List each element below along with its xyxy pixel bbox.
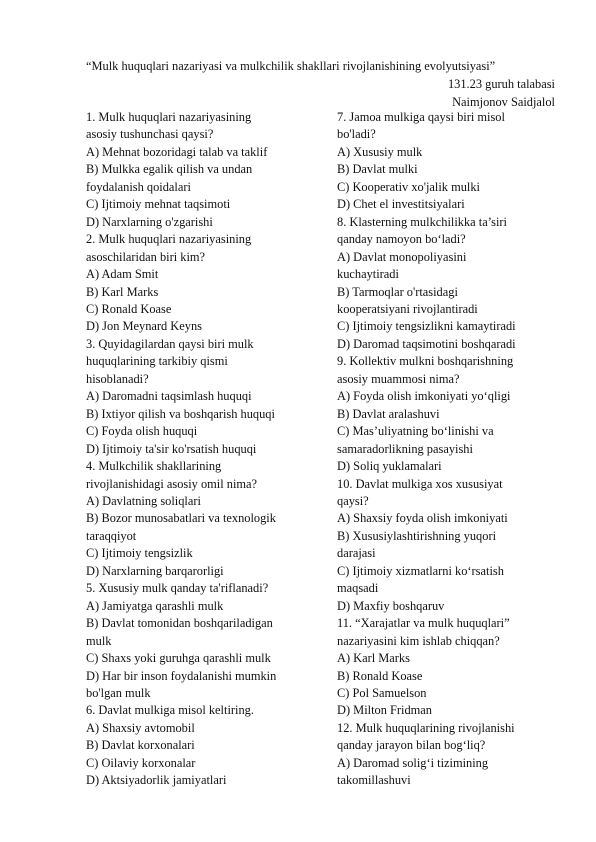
text-line: C) Kooperativ xo'jalik mulki bbox=[337, 179, 480, 194]
text-line: C) Ijtimoiy tengsizlikni kamaytiradi bbox=[337, 319, 516, 334]
text-line: darajasi bbox=[337, 546, 376, 561]
text-line: D) Narxlarning o'zgarishi bbox=[86, 214, 213, 229]
text-line: 3. Quyidagilardan qaysi biri mulk bbox=[86, 336, 254, 351]
text-line: qanday jarayon bilan bog‘liq? bbox=[337, 738, 486, 753]
text-line: 9. Kollektiv mulkni boshqarishning bbox=[337, 354, 514, 369]
text-line: B) Mulkka egalik qilish va undan bbox=[86, 162, 253, 177]
text-line: D) Daromad taqsimotini boshqaradi bbox=[337, 336, 516, 351]
text-line: B) Davlat tomonidan boshqariladigan bbox=[86, 616, 273, 631]
text-line: B) Davlat korxonalari bbox=[86, 738, 195, 753]
text-line: kuchaytiradi bbox=[337, 267, 399, 282]
text-line: D) Maxfiy boshqaruv bbox=[337, 598, 445, 613]
text-line: 7. Jamoa mulkiga qaysi biri misol bbox=[337, 110, 505, 124]
text-line: 4. Mulkchilik shakllarining bbox=[86, 459, 222, 474]
text-line: 12. Mulk huquqlarining rivojlanishi bbox=[337, 720, 515, 735]
text-line: C) Ijtimoiy xizmatlarni ko‘rsatish bbox=[337, 563, 504, 578]
text-line: A) Daromadni taqsimlash huquqi bbox=[86, 389, 252, 404]
text-line: kooperatsiyani rivojlantiradi bbox=[337, 301, 478, 316]
author-name: Naimjonov Saidjalol bbox=[452, 95, 555, 109]
text-line: B) Davlat aralashuvi bbox=[337, 406, 440, 421]
text-line: mulk bbox=[86, 633, 112, 648]
text-line: A) Adam Smit bbox=[86, 267, 159, 282]
text-line: C) Mas’uliyatning bo‘linishi va bbox=[337, 424, 494, 439]
text-line: C) Ijtimoiy mehnat taqsimoti bbox=[86, 197, 231, 212]
text-line: nazariyasini kim ishlab chiqqan? bbox=[337, 633, 500, 648]
text-line: B) Ixtiyor qilish va boshqarish huquqi bbox=[86, 406, 275, 421]
text-line: B) Karl Marks bbox=[86, 284, 159, 299]
text-line: taraqqiyot bbox=[86, 528, 137, 543]
text-line: 11. “Xarajatlar va mulk huquqlari” bbox=[337, 616, 510, 631]
text-line: C) Oilaviy korxonalar bbox=[86, 755, 196, 770]
text-line: C) Ronald Koase bbox=[86, 301, 172, 316]
group-label: 131.23 guruh talabasi bbox=[447, 77, 555, 91]
text-line: A) Jamiyatga qarashli mulk bbox=[86, 598, 224, 613]
document-title: “Mulk huquqlari nazariyasi va mulkchilik shakllari rivojlanishining evolyutsiyasi” bbox=[86, 59, 496, 73]
text-line: A) Mehnat bozoridagi talab va taklif bbox=[86, 144, 268, 159]
text-line: qaysi? bbox=[337, 493, 369, 508]
text-line: foydalanish qoidalari bbox=[86, 179, 191, 194]
text-line: D) Milton Fridman bbox=[337, 703, 432, 718]
text-line: 10. Davlat mulkiga xos xususiyat bbox=[337, 476, 503, 491]
text-line: samaradorlikning pasayishi bbox=[337, 441, 473, 456]
text-line: B) Ronald Koase bbox=[337, 668, 423, 683]
text-line: D) Ijtimoiy ta'sir ko'rsatish huquqi bbox=[86, 441, 257, 456]
text-line: A) Davlatning soliqlari bbox=[86, 493, 201, 508]
text-line: asoschilaridan biri kim? bbox=[86, 249, 206, 264]
text-line: B) Tarmoqlar o'rtasidagi bbox=[337, 284, 458, 299]
text-line: takomillashuvi bbox=[337, 773, 411, 788]
text-line: asosiy tushunchasi qaysi? bbox=[86, 127, 214, 142]
text-line: A) Daromad solig‘i tizimining bbox=[337, 755, 489, 770]
text-line: D) Narxlarning barqarorligi bbox=[86, 563, 224, 578]
text-line: C) Pol Samuelson bbox=[337, 685, 427, 700]
text-line: C) Shaxs yoki guruhga qarashli mulk bbox=[86, 651, 271, 666]
text-line: B) Davlat mulki bbox=[337, 162, 418, 177]
text-line: A) Foyda olish imkoniyati yo‘qligi bbox=[337, 389, 511, 404]
text-line: D) Chet el investitsiyalari bbox=[337, 197, 465, 212]
text-line: C) Ijtimoiy tengsizlik bbox=[86, 546, 193, 561]
text-line: 5. Xususiy mulk qanday ta'riflanadi? bbox=[86, 581, 269, 596]
text-line: A) Davlat monopoliyasini bbox=[337, 249, 467, 264]
text-line: asosiy muammosi nima? bbox=[337, 371, 460, 386]
text-line: 2. Mulk huquqlari nazariyasining bbox=[86, 232, 252, 247]
text-line: bo'lgan mulk bbox=[86, 685, 151, 700]
text-line: hisoblanadi? bbox=[86, 371, 149, 386]
text-line: D) Jon Meynard Keyns bbox=[86, 319, 202, 334]
text-line: 1. Mulk huquqlari nazariyasining bbox=[86, 110, 252, 124]
right-question-column bbox=[337, 109, 555, 790]
text-line: bo'ladi? bbox=[337, 127, 376, 142]
text-line: 6. Davlat mulkiga misol keltiring. bbox=[86, 703, 254, 718]
text-line: B) Bozor munosabatlari va texnologik bbox=[86, 511, 276, 526]
text-line: A) Shaxsiy avtomobil bbox=[86, 720, 195, 735]
text-line: D) Aktsiyadorlik jamiyatlari bbox=[86, 773, 227, 788]
text-line: A) Karl Marks bbox=[337, 651, 410, 666]
text-line: A) Xususiy mulk bbox=[337, 144, 423, 159]
text-line: maqsadi bbox=[337, 581, 379, 596]
text-line: D) Soliq yuklamalari bbox=[337, 459, 442, 474]
text-line: A) Shaxsiy foyda olish imkoniyati bbox=[337, 511, 508, 526]
text-line: huquqlarining tarkibiy qismi bbox=[86, 354, 228, 369]
text-line: qanday namoyon bo‘ladi? bbox=[337, 232, 466, 247]
text-line: B) Xususiylashtirishning yuqori bbox=[337, 528, 497, 543]
text-line: C) Foyda olish huquqi bbox=[86, 424, 198, 439]
left-question-column bbox=[86, 109, 316, 790]
text-line: D) Har bir inson foydalanishi mumkin bbox=[86, 668, 277, 683]
text-line: rivojlanishidagi asosiy omil nima? bbox=[86, 476, 258, 491]
text-line: 8. Klasterning mulkchilikka ta’siri bbox=[337, 214, 507, 229]
